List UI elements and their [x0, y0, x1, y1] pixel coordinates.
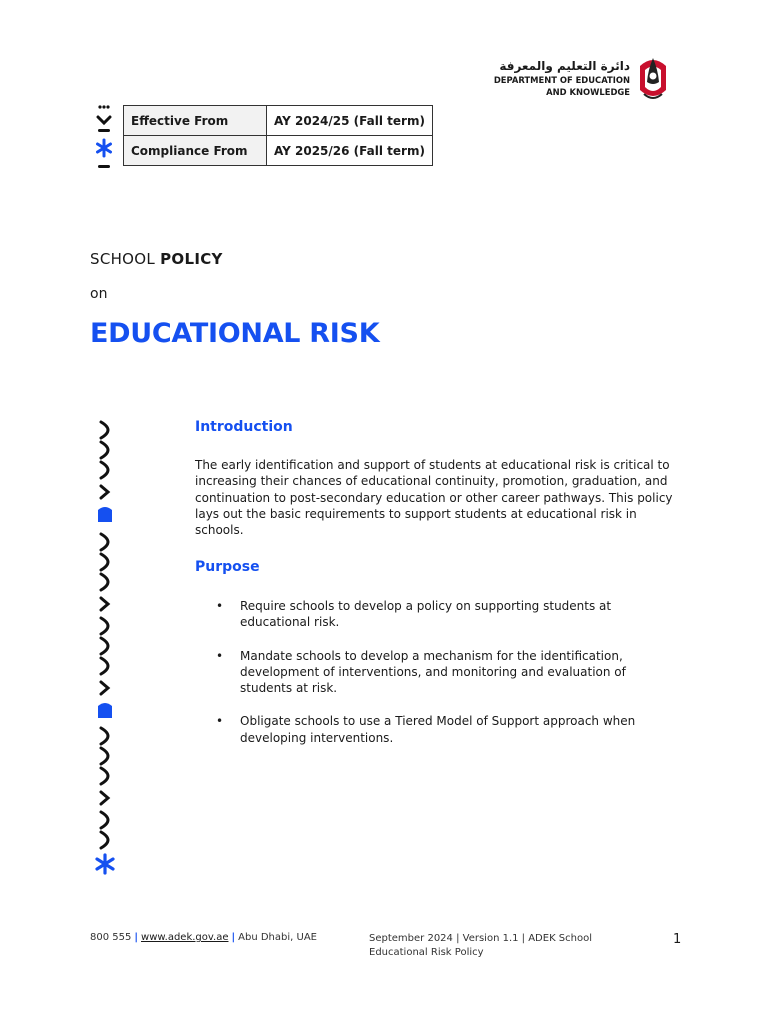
introduction-text: The early identification and support of students at educational risk is critical to increasing their chances of educational continuity, promotion, graduation, and continuation to post-secondary education or other career pathways. This policy lays out the basic requirements to support students at educational risk in schools. [195, 458, 673, 538]
pretitle-policy: POLICY [160, 250, 223, 268]
policy-pretitle [90, 250, 223, 268]
footer-separator: | [231, 932, 236, 943]
table-row [124, 106, 433, 136]
logo-line-2: AND KNOWLEDGE [546, 87, 630, 97]
meta-table [123, 105, 433, 166]
compliance-from-label: Compliance From [124, 136, 267, 166]
purpose-item-text: Obligate schools to use a Tiered Model of Support approach when developing interventions. [240, 714, 636, 745]
effective-from-value: AY 2024/25 (Fall term) [267, 106, 433, 136]
department-logo [493, 52, 674, 106]
footer-phone: 800 555 [90, 932, 132, 943]
logo-arabic-text: دائرة التعليم والمعرفة [499, 59, 630, 73]
adek-side-logo [96, 104, 112, 168]
effective-from-label: Effective From [124, 106, 267, 136]
table-row [124, 136, 433, 166]
page-title: EDUCATIONAL RISK [90, 318, 380, 349]
footer-separator: | [134, 932, 139, 943]
footer-website-link[interactable]: www.adek.gov.ae [141, 932, 229, 943]
footer-document-info: September 2024 | Version 1.1 | ADEK School Educational Risk Policy [369, 933, 593, 958]
bullet-icon: • [216, 714, 224, 729]
policy-on-label: on [90, 286, 108, 302]
list-item [195, 598, 680, 631]
falcon-emblem-icon [636, 52, 670, 104]
purpose-list [195, 598, 680, 763]
decorative-ribbon [94, 418, 120, 878]
page-number: 1 [673, 932, 682, 947]
logo-line-1: DEPARTMENT OF EDUCATION [493, 75, 630, 85]
footer-contact [90, 932, 317, 943]
purpose-heading: Purpose [195, 559, 260, 575]
introduction-heading: Introduction [195, 419, 293, 435]
purpose-item-text: Require schools to develop a policy on supporting students at educational risk. [240, 599, 612, 630]
pretitle-school: SCHOOL [90, 250, 161, 268]
bullet-icon: • [216, 599, 224, 613]
bullet-icon: • [216, 648, 224, 663]
purpose-item-text: Mandate schools to develop a mechanism for the identification, development of interventions, and monitoring and evaluation of students at risk. [240, 648, 626, 696]
compliance-from-value: AY 2025/26 (Fall term) [267, 136, 433, 166]
logo-english-text [494, 74, 630, 98]
list-item [195, 648, 680, 697]
footer-location: Abu Dhabi, UAE [238, 932, 317, 943]
list-item [195, 713, 680, 746]
